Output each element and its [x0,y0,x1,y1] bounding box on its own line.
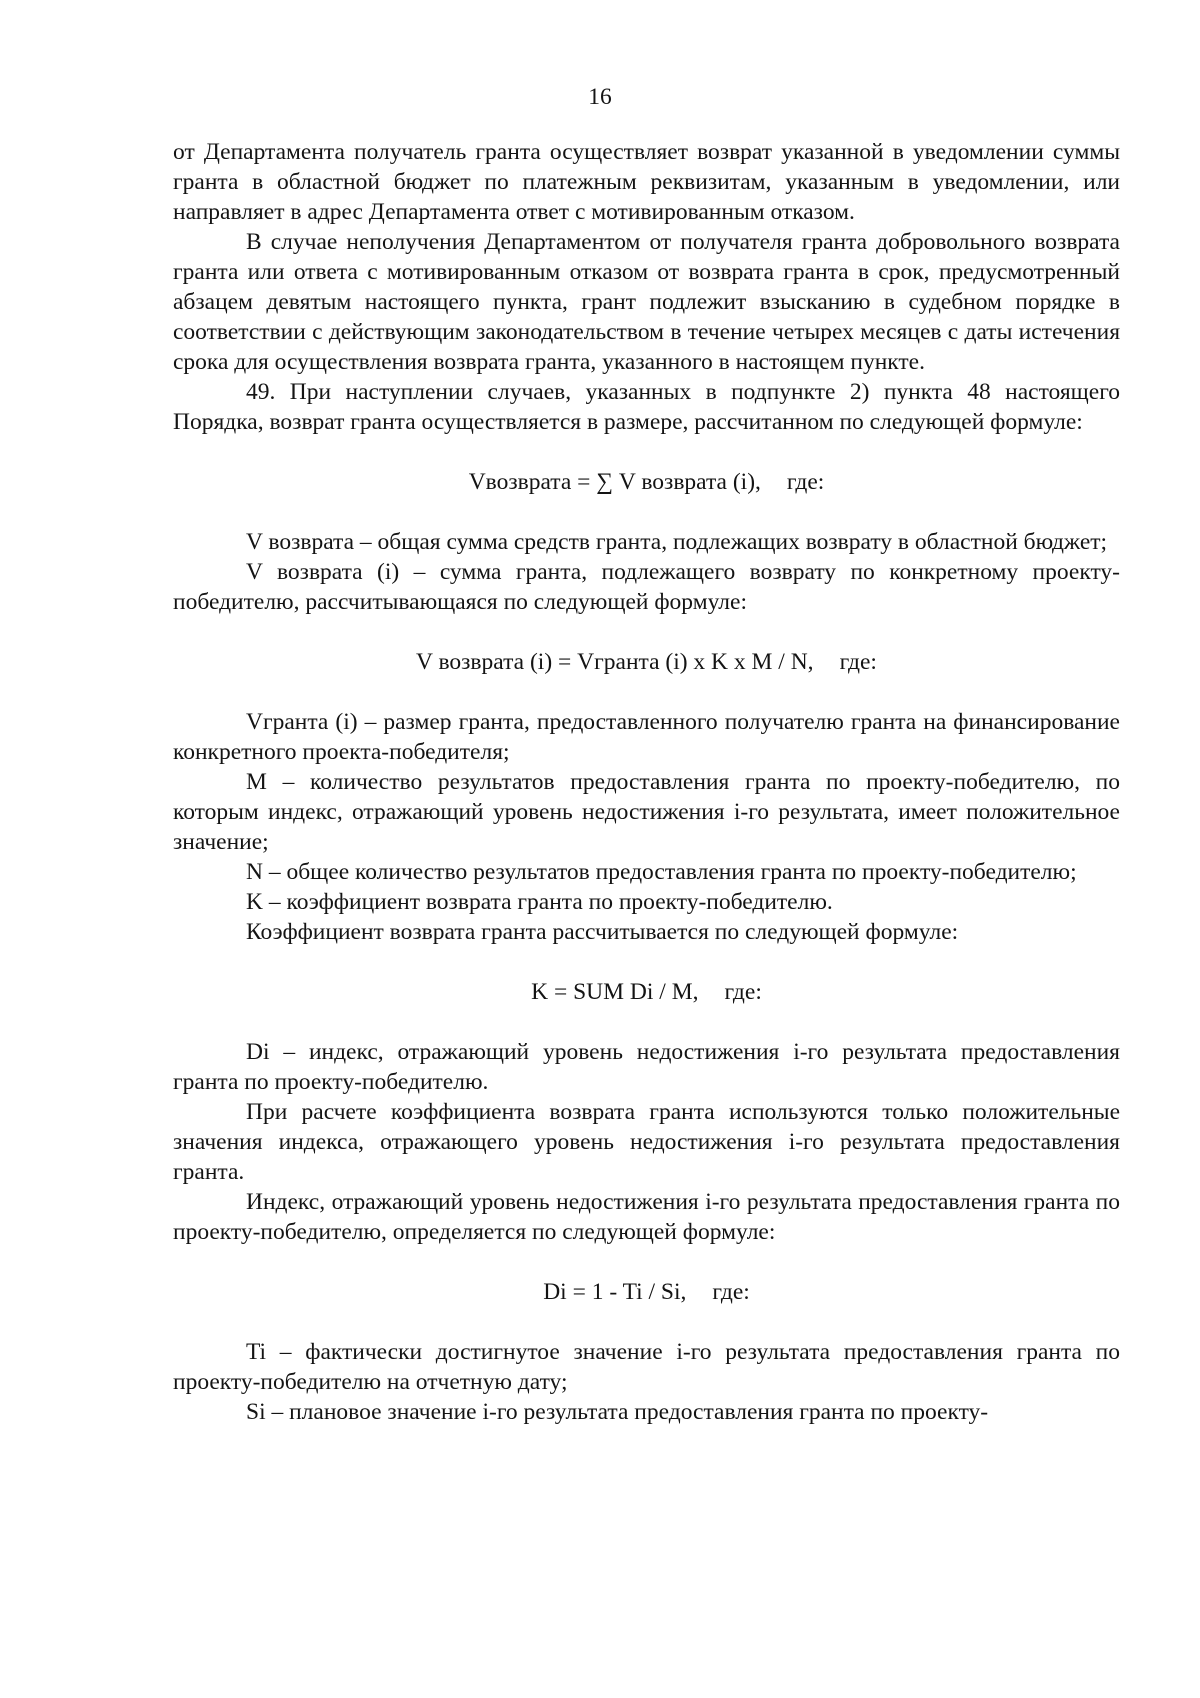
definition-si: Si – плановое значение i-го результата предоставления гранта по проекту- [246,1399,989,1425]
paragraph-positive-values: При расчете коэффициента возврата гранта используются только положительные значения индекса, отражающего уровень недостижения i-го результата предоставления гранта. [173,1099,1120,1185]
formula-where: где: [712,1279,750,1305]
formula-where: где: [839,649,877,675]
definition-di: Di – индекс, отражающий уровень недостижения i-го результата предоставления гранта по проекту-победителю. [173,1039,1120,1095]
paragraph-continuation: от Департамента получатель гранта осуществляет возврат указанной в уведомлении суммы гранта в областной бюджет по платежным реквизитам, указанным в уведомлении, или направляет в адрес Департамента ответ с мотивированным отказом. [173,139,1120,225]
definition-m: M – количество результатов предоставления гранта по проекту-победителю, по которым индекс, отражающий уровень недостижения i-го результата, имеет положительное значение; [173,769,1120,855]
paragraph-di-formula-intro: Индекс, отражающий уровень недостижения i-го результата предоставления гранта по проекту-победителю, определяется по следующей формуле: [173,1189,1120,1245]
definition-v-return-i: V возврата (i) – сумма гранта, подлежащего возврату по конкретному проекту-победителю, рассчитывающаяся по следующей формуле: [173,559,1120,615]
definition-v-grant-i: Vгранта (i) – размер гранта, предоставленного получателю гранта на финансирование конкретного проекта-победителя; [173,709,1120,765]
formula-index-di [173,1277,1120,1307]
formula-expression: Vвозврата = ∑ V возврата (i), [468,469,761,495]
formula-total-return [173,467,1120,497]
formula-return-per-project [173,647,1120,677]
formula-expression: V возврата (i) = Vгранта (i) x K x M / N, [416,649,814,675]
formula-expression: Di = 1 - Ti / Si, [543,1279,687,1305]
definition-ti: Ti – фактически достигнутое значение i-го результата предоставления гранта по проекту-победителю на отчетную дату; [173,1339,1120,1395]
document-body [173,137,1120,1427]
definition-k: K – коэффициент возврата гранта по проекту-победителю. [246,889,833,915]
paragraph-collection-in-court: В случае неполучения Департаментом от получателя гранта добровольного возврата гранта или ответа с мотивированным отказом от возврата гранта в срок, предусмотренный абзацем девятым настоящего пункта, грант подлежит взысканию в судебном порядке в соответствии с действующим законодательством в течение четырех месяцев с даты истечения срока для осуществления возврата гранта, указанного в настоящем пункте. [173,229,1120,375]
formula-where: где: [786,469,825,495]
formula-expression: K = SUM Di / M, [531,979,699,1005]
paragraph-k-formula-intro: Коэффициент возврата гранта рассчитывается по следующей формуле: [246,919,959,945]
definition-n: N – общее количество результатов предоставления гранта по проекту-победителю; [246,859,1077,885]
formula-coefficient-k [173,977,1120,1007]
definition-v-return: V возврата – общая сумма средств гранта, подлежащих возврату в областной бюджет; [246,529,1108,555]
page-number: 16 [588,84,612,110]
paragraph-clause-49: 49. При наступлении случаев, указанных в подпункте 2) пункта 48 настоящего Порядка, возврат гранта осуществляется в размере, рассчитанном по следующей формуле: [173,379,1120,435]
formula-where: где: [724,979,762,1005]
